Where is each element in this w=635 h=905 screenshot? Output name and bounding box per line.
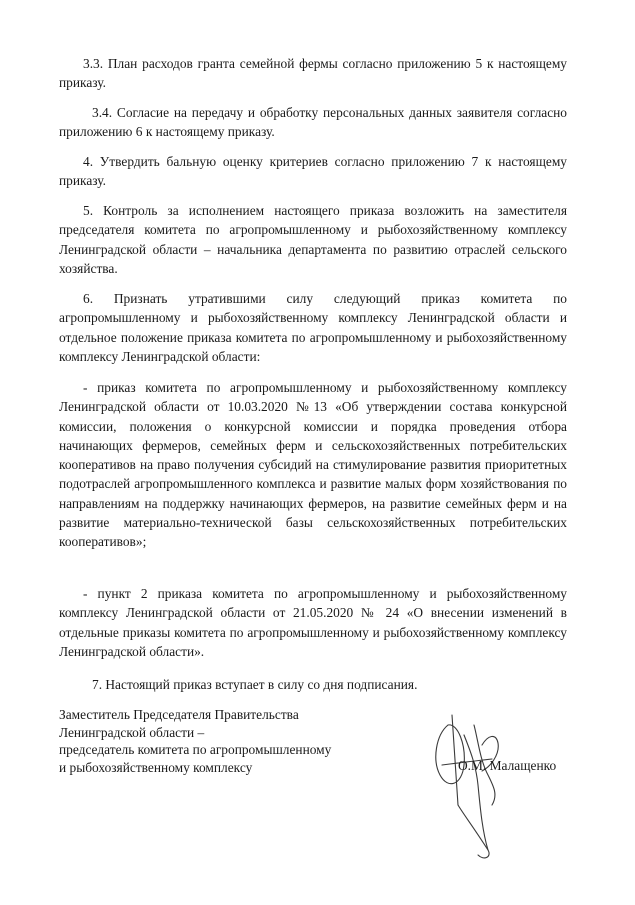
signatory-title-line: Заместитель Председателя Правительства (59, 707, 299, 722)
paragraph-3-4: 3.4. Согласие на передачу и обработку персональных данных заявителя согласно приложению 6 к настоящему приказу. (59, 105, 567, 140)
signatory-title (59, 706, 331, 776)
signatory-title-line: и рыбохозяйственному комплексу (59, 759, 253, 775)
signatory-name: О.М. Малащенко (458, 758, 557, 773)
signatory-title-line: Ленинградской области – (59, 724, 205, 740)
paragraph-3-3: 3.3. План расходов гранта семейной фермы согласно приложению 5 к настоящему приказу. (59, 56, 567, 91)
list-item-repealed-order: - приказ комитета по агропромышленному и рыбохозяйственному комплексу Ленинградской области от 10.03.2020 №13 «Об утверждении состава конкурсной комиссии, положения о конкурсной комиссии и порядка проведения отбора начинающих фермеров, семейных ферм и сельскохозяйственных потребительских кооперативов на право получения субсидий на стимулирование развития приоритетных подотраслей агропромышленного комплекса и развитие малых форм хозяйствования по направлениям на поддержку начинающих фермеров, на развитие семейных ферм и на развитие материально-технической базы сельскохозяйственных потребительских кооперативов»; (59, 380, 567, 550)
paragraph-4: 4. Утвердить бальную оценку критериев согласно приложению 7 к настоящему приказу. (59, 154, 567, 189)
handwritten-signature (418, 705, 518, 865)
paragraph-7: 7. Настоящий приказ вступает в силу со дня подписания. (92, 677, 418, 692)
list-item-repealed-clause: - пункт 2 приказа комитета по агропромышленному и рыбохозяйственному комплексу Ленинградской области от 21.05.2020 № 24 «О внесении изменений в отдельные приказы комитета по агропромышленному и рыбохозяйственному комплексу Ленинградской области». (59, 586, 567, 659)
paragraph-6: 6. Признать утратившими силу следующий приказ комитета по агропромышленному и рыбохозяйственному комплексу Ленинградской области и отдельное положение приказа комитета по агропромышленному и рыбохозяйственному комплексу Ленинградской области: (59, 291, 567, 364)
paragraph-5: 5. Контроль за исполнением настоящего приказа возложить на заместителя председателя комитета по агропромышленному и рыбохозяйственному комплексу Ленинградской области – начальника департамента по развитию отраслей сельского хозяйства. (59, 203, 567, 276)
signatory-title-line: председатель комитета по агропромышленному (59, 742, 332, 757)
